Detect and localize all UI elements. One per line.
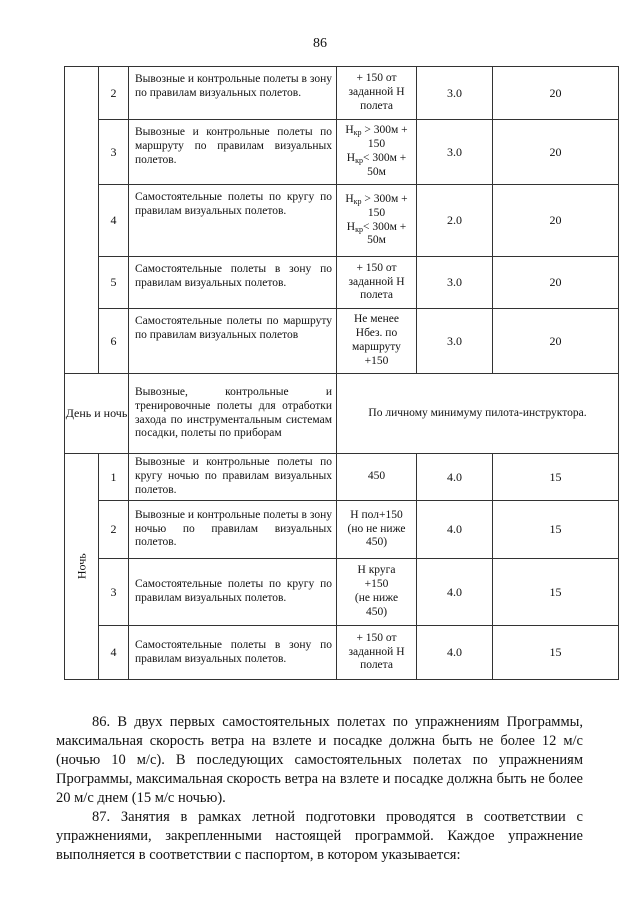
exercise-number: 3 (99, 559, 129, 626)
visibility-value: 3.0 (417, 67, 493, 120)
exercise-name: Вывозные и контрольные полеты в зону ночью по правилам визуальных полетов. (129, 501, 337, 559)
exercise-number: 6 (99, 309, 129, 374)
height-line: + 150 от (356, 261, 397, 274)
height-line: заданной Н (348, 645, 405, 658)
exercise-number: 2 (99, 501, 129, 559)
height-line: заданной Н (348, 275, 405, 288)
paragraph-86: 86. В двух первых самостоятельных полетах по упражнениям Программы, максимальная скорость ветра на взлете и посадке должна быть не более 12 м/с (ночью 10 м/с). В последующих самостоятельных полетах по упражнениям Программы, максимальная скорость ветра на взлете и посадке должна быть не более 20 м/с днем (15 м/с ночью). (56, 714, 583, 806)
exercise-name: Вывозные, контрольные и тренировочные полеты для отработки захода по инструментальным системам посадки, полеты по приборам (129, 374, 337, 454)
height-line: Нбез. по (355, 327, 398, 340)
table-row (65, 67, 619, 120)
height-line: 150 (367, 138, 386, 151)
height-line: +150 (364, 578, 389, 591)
exercise-name: Самостоятельные полеты в зону по правилам визуальных полетов. (129, 257, 337, 309)
visibility-value: 3.0 (417, 120, 493, 185)
paragraph-87: 87. Занятия в рамках летной подготовки проводятся в соответствии с упражнениями, закрепленными настоящей программой. Каждое упражнение выполняется в соответствии с паспортом, в котором указывается: (56, 809, 583, 863)
exercise-name: Вывозные и контрольные полеты в зону по правилам визуальных полетов. (129, 67, 337, 120)
table-row (65, 257, 619, 309)
ceiling-value: 15 (493, 559, 619, 626)
height-line: 450) (365, 605, 388, 618)
height-cell (337, 626, 417, 680)
height-line: (не ниже (354, 592, 399, 604)
height-cell (337, 120, 417, 185)
height-cell (337, 67, 417, 120)
height-cell (337, 257, 417, 309)
exercise-name: Вывозные и контрольные полеты по кругу ночью по правилам визуальных полетов. (129, 454, 337, 501)
table-row (65, 501, 619, 559)
exercise-number: 4 (99, 185, 129, 257)
ceiling-value: 20 (493, 120, 619, 185)
day-group-cell (65, 67, 99, 374)
table-row (65, 454, 619, 501)
exercise-number: 5 (99, 257, 129, 309)
visibility-value: 4.0 (417, 626, 493, 680)
height-line: Не менее (353, 313, 400, 326)
height-line: +150 (364, 354, 389, 367)
ceiling-value: 15 (493, 626, 619, 680)
height-line: полета (360, 659, 393, 672)
height-line: полета (360, 99, 393, 112)
height-line: + 150 от (356, 72, 397, 85)
height-cell (337, 559, 417, 626)
night-label: Ночь (74, 552, 89, 579)
exercise-name: Самостоятельные полеты по маршруту по правилам визуальных полетов (129, 309, 337, 374)
ceiling-value: 20 (493, 309, 619, 374)
height-line: 50м (367, 234, 386, 247)
exercise-name: Вывозные и контрольные полеты по маршруту по правилам визуальных полетов. (129, 120, 337, 185)
height-line: 450 (367, 470, 386, 483)
visibility-value: 2.0 (417, 185, 493, 257)
height-line: $H_{кр}< 300м$ + (346, 220, 407, 234)
height-line: Н пол+150 (350, 508, 403, 521)
table-row (65, 626, 619, 680)
visibility-value: 4.0 (417, 454, 493, 501)
height-line: заданной Н (348, 86, 405, 99)
height-line: полета (360, 289, 393, 302)
body-text (56, 713, 583, 865)
day-and-night-label: День и ночь (65, 374, 129, 454)
ceiling-value: 20 (493, 257, 619, 309)
visibility-value: 3.0 (417, 257, 493, 309)
exercise-number: 2 (99, 67, 129, 120)
height-cell (337, 185, 417, 257)
exercise-number: 4 (99, 626, 129, 680)
exercise-number: 3 (99, 120, 129, 185)
flight-minimums-table (64, 66, 619, 680)
visibility-value: 3.0 (417, 309, 493, 374)
exercise-name: Самостоятельные полеты в зону по правилам визуальных полетов. (129, 626, 337, 680)
height-line: 450) (365, 536, 388, 549)
ceiling-value: 20 (493, 185, 619, 257)
height-line: $H_{кр}< 300м$ + (346, 152, 407, 165)
ceiling-value: 15 (493, 454, 619, 501)
page-number: 86 (313, 36, 327, 51)
height-line: Н круга (357, 564, 396, 577)
ceiling-value: 15 (493, 501, 619, 559)
table-row (65, 559, 619, 626)
height-cell (337, 501, 417, 559)
night-group-cell (65, 454, 99, 680)
visibility-value: 4.0 (417, 559, 493, 626)
table-row (65, 374, 619, 454)
height-cell (337, 454, 417, 501)
height-line: 150 (367, 206, 386, 219)
ceiling-value: 20 (493, 67, 619, 120)
table-row (65, 185, 619, 257)
instructor-minimum: По личному минимуму пилота-инструктора. (337, 374, 619, 454)
height-line: 50м (367, 165, 386, 178)
height-line: (но не ниже (347, 522, 406, 535)
exercise-number: 1 (99, 454, 129, 501)
exercise-name: Самостоятельные полеты по кругу по правилам визуальных полетов. (129, 559, 337, 626)
table-row (65, 120, 619, 185)
height-line: маршруту (352, 341, 401, 353)
height-line: + 150 от (356, 631, 397, 644)
height-line: $H_{кр} > 300м$ + (345, 124, 408, 138)
exercise-name: Самостоятельные полеты по кругу по правилам визуальных полетов. (129, 185, 337, 257)
height-cell (337, 309, 417, 374)
visibility-value: 4.0 (417, 501, 493, 559)
table-row (65, 309, 619, 374)
height-line: $H_{кр} > 300м$ + (345, 192, 408, 206)
